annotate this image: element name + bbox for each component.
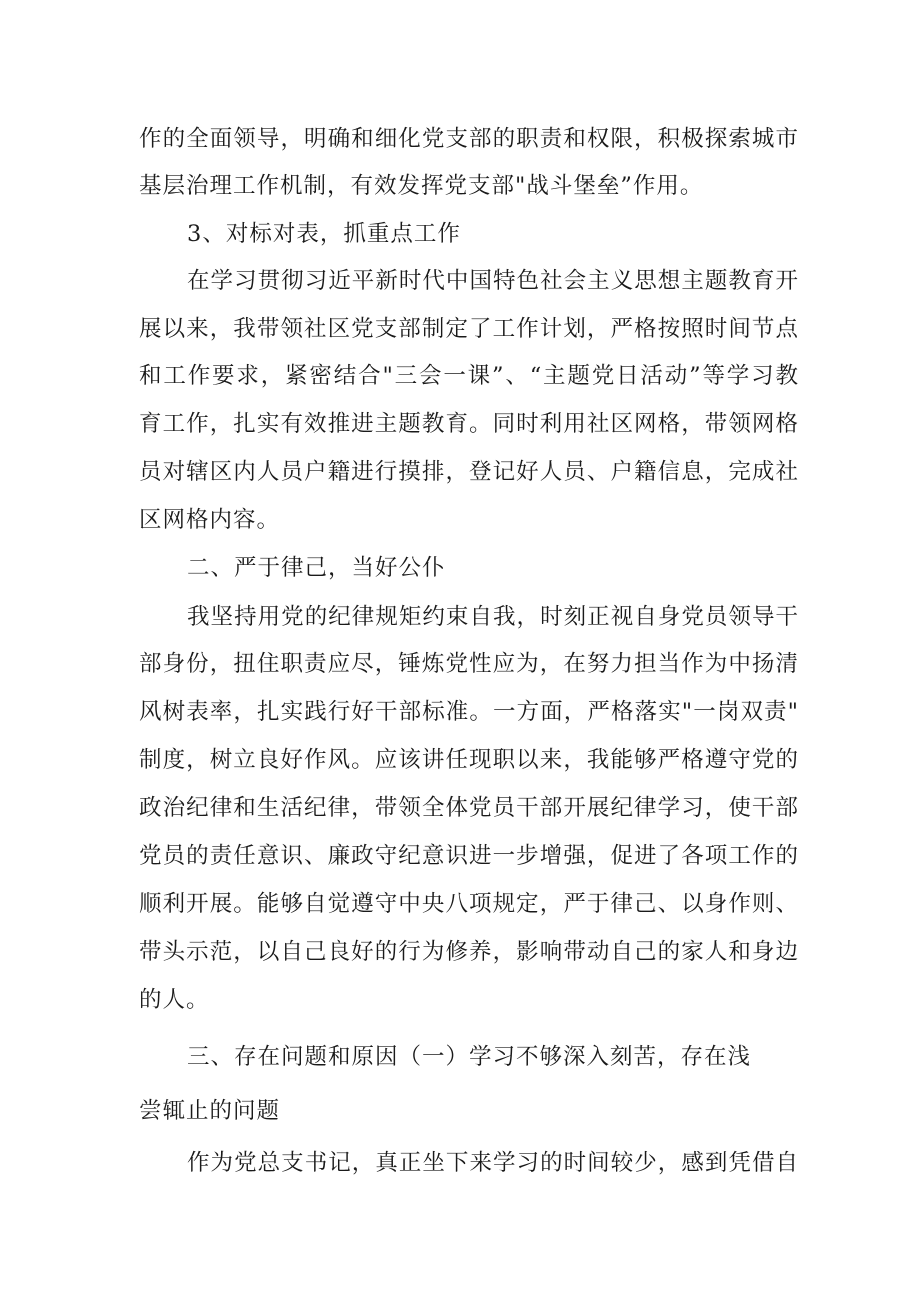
text-line: 育工作，扎实有效推进主题教育。同时利用社区网格，带领网格 — [139, 411, 799, 437]
text-line: 展以来，我带领社区党支部制定了工作计划，严格按照时间节点 — [139, 316, 799, 342]
section-heading: 3、对标对表，抓重点工作 — [187, 221, 461, 247]
text-line: 区网格内容。 — [139, 507, 281, 533]
text-line: 基层治理工作机制，有效发挥党支部"战斗堡垒”作用。 — [139, 173, 704, 199]
section-heading: 二、严于律己，当好公仆 — [187, 555, 446, 581]
text-line: 部身份，扭住职责应尽，锤炼党性应为，在努力担当作为中扬清 — [139, 651, 799, 677]
text-line: 在学习贯彻习近平新时代中国特色社会主义思想主题教育开 — [187, 268, 799, 294]
text-line: 带头示范，以自己良好的行为修养，影响带动自己的家人和身边 — [139, 939, 799, 965]
text-line: 党员的责任意识、廉政守纪意识进一步增强，促进了各项工作的 — [139, 843, 799, 869]
section-heading: 尝辄止的问题 — [139, 1098, 281, 1124]
text-line: 制度，树立良好作风。应该讲任现职以来，我能够严格遵守党的 — [139, 747, 799, 773]
text-line: 和工作要求，紧密结合"三会一课”、“主题党日活动”等学习教 — [139, 363, 799, 389]
section-heading: 三、存在问题和原因（一）学习不够深入刻苦，存在浅 — [187, 1044, 752, 1070]
text-line: 的人。 — [139, 987, 210, 1013]
text-line: 政治纪律和生活纪律，带领全体党员干部开展纪律学习，使干部 — [139, 795, 799, 821]
text-line: 风树表率，扎实践行好干部标准。一方面，严格落实"一岗双责" — [139, 699, 799, 725]
text-line: 我坚持用党的纪律规矩约束自我，时刻正视自身党员领导干 — [187, 604, 799, 630]
text-line: 作为党总支书记，真正坐下来学习的时间较少，感到凭借自 — [187, 1150, 799, 1176]
text-line: 员对辖区内人员户籍进行摸排，登记好人员、户籍信息，完成社 — [139, 459, 799, 485]
text-line: 作的全面领导，明确和细化党支部的职责和权限，积极探索城市 — [139, 126, 799, 152]
text-line: 顺利开展。能够自觉遵守中央八项规定，严于律己、以身作则、 — [139, 891, 799, 917]
